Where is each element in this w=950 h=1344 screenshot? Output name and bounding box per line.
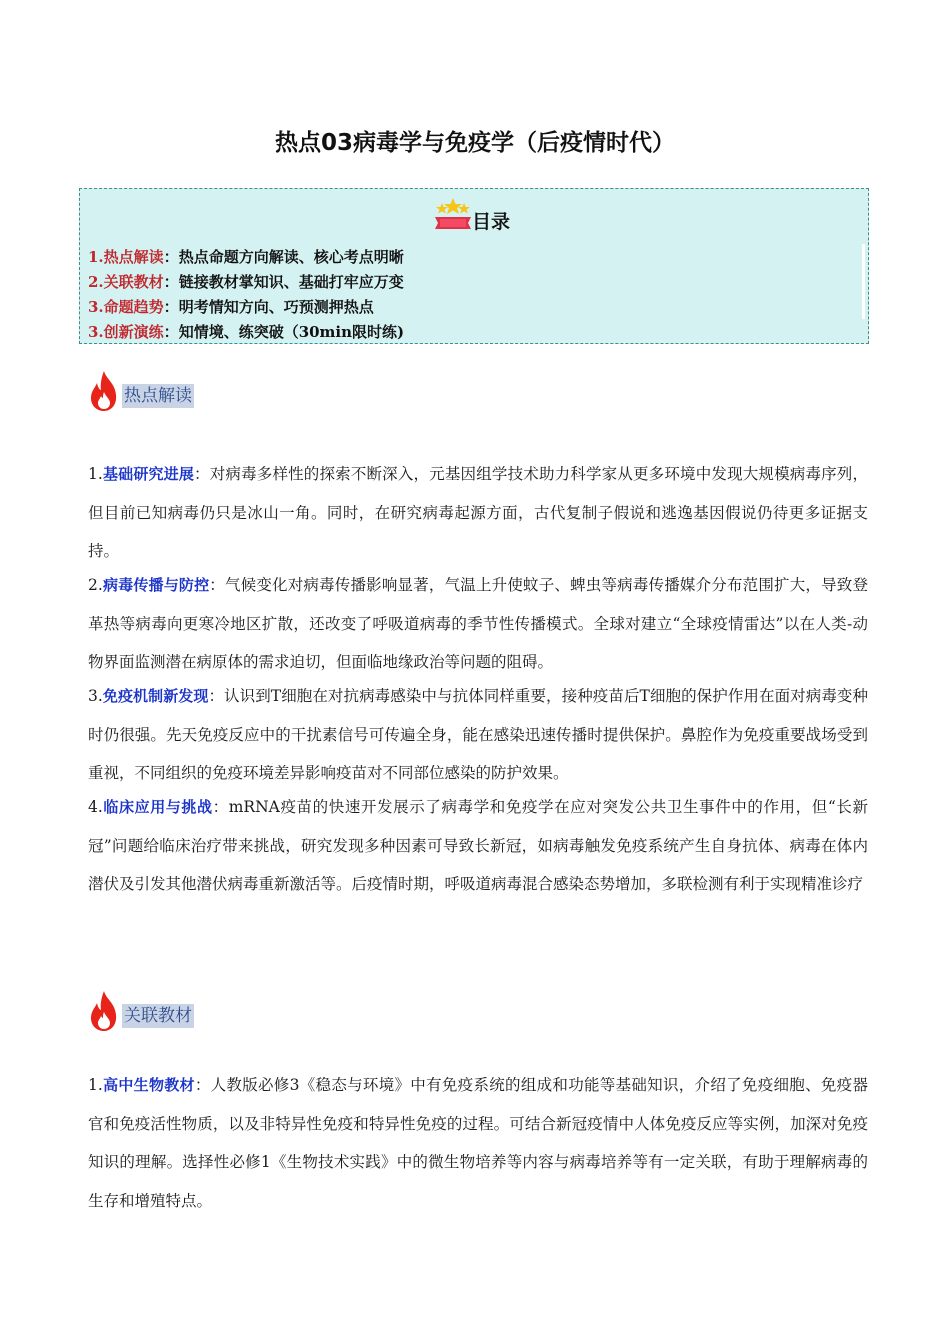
paragraph-number: 2.: [88, 576, 103, 594]
toc-item-desc: 链接教材掌知识、基础打牢应万变: [178, 273, 404, 291]
toc-colon: ：: [163, 323, 179, 341]
toc-item-key: 1.热点解读: [88, 248, 164, 266]
flame-icon: [88, 370, 120, 412]
section-label: 热点解读: [124, 386, 192, 406]
paragraph-keyword: 基础研究进展: [102, 465, 195, 483]
toc-list: [88, 245, 404, 345]
paragraph: [88, 788, 868, 904]
toc-item: [88, 295, 404, 320]
paragraph: [88, 1066, 868, 1220]
toc-colon: ：: [163, 273, 179, 291]
paragraph-keyword: 高中生物教材: [102, 1076, 195, 1094]
toc-item-desc: 知情境、练突破（30min限时练): [178, 323, 405, 341]
paragraph: [88, 677, 868, 793]
paragraph-text: 人教版必修3《稳态与环境》中有免疫系统的组成和功能等基础知识，介绍了免疫细胞、免疫器官和免疫活性物质，以及非特异性免疫和特异性免疫的过程。可结合新冠疫情中人体免疫反应等实例，加深对免疫知识的理解。选择性必修1《生物技术实践》中的微生物培养等内容与病毒培养等有一定关联，有助于理解病毒的生存和增殖特点。: [88, 1076, 868, 1210]
toc-item: [88, 270, 404, 295]
stars-ribbon-icon: [434, 197, 472, 233]
section-label: 关联教材: [124, 1006, 192, 1026]
toc-item-desc: 热点命题方向解读、核心考点明晰: [178, 248, 404, 266]
paragraph-separator: ：: [209, 576, 225, 594]
toc-side-bar: [862, 244, 865, 319]
paragraph-text: mRNA疫苗的快速开发展示了病毒学和免疫学在应对突发公共卫生事件中的作用，但“长新冠”问题给临床治疗带来挑战，研究发现多种因素可导致长新冠，如病毒触发免疫系统产生自身抗体、病毒在体内潜伏及引发其他潜伏病毒重新激活等。后疫情时期，呼吸道病毒混合感染态势增加，多联检测有利于实现精准诊疗: [88, 798, 868, 893]
section-header-hotspot: [88, 370, 288, 414]
toc-header: [80, 195, 868, 235]
paragraph: [88, 455, 868, 571]
paragraph-keyword: 免疫机制新发现: [102, 687, 209, 705]
paragraph-keyword: 临床应用与挑战: [102, 798, 213, 816]
paragraph-text: 认识到T细胞在对抗病毒感染中与抗体同样重要，接种疫苗后T细胞的保护作用在面对病毒变种时仍很强。先天免疫反应中的干扰素信号可传遍全身，能在感染迅速传播时提供保护。鼻腔作为免疫重要战场受到重视，不同组织的免疫环境差异影响疫苗对不同部位感染的防护效果。: [88, 687, 868, 782]
paragraph-separator: ：: [194, 465, 210, 483]
paragraph-number: 4.: [88, 798, 103, 816]
paragraph: [88, 566, 868, 682]
toc-colon: ：: [163, 248, 179, 266]
paragraph-number: 3.: [88, 687, 103, 705]
toc-item-key: 3.命题趋势: [88, 298, 164, 316]
toc-item-desc: 明考情知方向、巧预测押热点: [178, 298, 374, 316]
table-of-contents: [79, 188, 869, 344]
paragraph-text: 气候变化对病毒传播影响显著，气温上升使蚊子、蜱虫等病毒传播媒介分布范围扩大，导致登革热等病毒向更寒冷地区扩散，还改变了呼吸道病毒的季节性传播模式。全球对建立“全球疫情雷达”以在人类-动物界面监测潜在病原体的需求迫切，但面临地缘政治等问题的阻碍。: [88, 576, 868, 671]
paragraph-number: 1.: [88, 1076, 103, 1094]
paragraph-separator: ：: [208, 687, 225, 705]
paragraph-keyword: 病毒传播与防控: [102, 576, 210, 594]
paragraph-text: 对病毒多样性的探索不断深入，元基因组学技术助力科学家从更多环境中发现大规模病毒序列，但目前已知病毒仍只是冰山一角。同时，在研究病毒起源方面，古代复制子假说和逃逸基因假说仍待更多证据支持。: [88, 465, 868, 560]
toc-item: [88, 245, 404, 270]
flame-icon: [88, 990, 120, 1032]
paragraph-number: 1.: [88, 465, 103, 483]
paragraph-separator: ：: [194, 1076, 211, 1094]
toc-item-key: 2.关联教材: [88, 273, 164, 291]
toc-heading: 目录: [472, 211, 511, 233]
section-header-textbook: [88, 990, 288, 1034]
toc-colon: ：: [163, 298, 179, 316]
toc-item-key: 3.创新演练: [88, 323, 164, 341]
page-title: 热点03病毒学与免疫学（后疫情时代）: [274, 130, 675, 156]
paragraph-separator: ：: [212, 798, 229, 816]
toc-item: [88, 320, 404, 345]
